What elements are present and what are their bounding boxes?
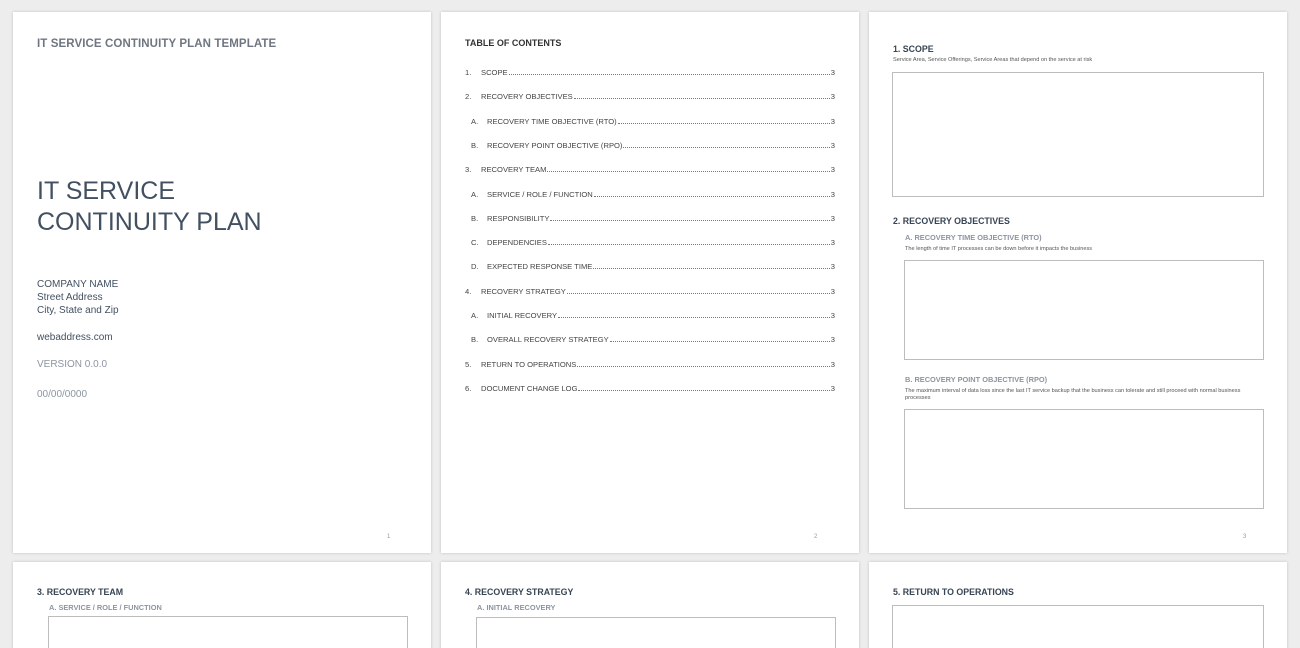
rto-description: The length of time IT processes can be down before it impacts the business xyxy=(905,246,1093,252)
toc-dot-leader xyxy=(574,98,830,99)
toc-entry-number: 4. xyxy=(465,286,472,296)
toc-entry-number: B. xyxy=(471,335,479,345)
toc-entry[interactable] xyxy=(465,189,835,199)
page-1-cover xyxy=(13,12,431,553)
toc-entry-page: 3 xyxy=(830,359,835,369)
page-5-recovery-strategy xyxy=(441,562,859,648)
company-name: COMPANY NAME xyxy=(37,279,119,290)
scope-heading: 1. SCOPE xyxy=(893,44,934,54)
toc-entry[interactable] xyxy=(465,164,835,174)
toc-entry-label: SCOPE xyxy=(481,68,508,77)
service-role-function-heading: A. SERVICE / ROLE / FUNCTION xyxy=(49,603,162,612)
document-title-line-1: IT SERVICE xyxy=(37,177,176,205)
toc-entry-number: A. xyxy=(471,116,479,126)
initial-recovery-heading: A. INITIAL RECOVERY xyxy=(477,603,556,612)
rpo-description: The maximum interval of data loss since the last IT service backup that the business can tolerate and still proceed with normal business processes xyxy=(905,388,1241,401)
toc-entry-label: RECOVERY TIME OBJECTIVE (RTO) xyxy=(487,116,617,126)
toc-entry[interactable] xyxy=(465,140,835,150)
toc-entry[interactable] xyxy=(465,116,835,126)
toc-entry-label: DEPENDENCIES xyxy=(487,238,547,248)
toc-entry[interactable] xyxy=(465,383,835,393)
street-address: Street Address xyxy=(37,292,103,303)
rpo-heading: B. RECOVERY POINT OBJECTIVE (RPO) xyxy=(905,375,1048,384)
toc-entry[interactable] xyxy=(465,286,835,296)
toc-heading: TABLE OF CONTENTS xyxy=(465,38,562,48)
rpo-input-box[interactable] xyxy=(904,409,1264,509)
toc-dot-leader xyxy=(593,268,829,269)
toc-entry-label: OVERALL RECOVERY STRATEGY xyxy=(487,335,609,345)
toc-entry-page: 3 xyxy=(830,311,835,320)
toc-entry-label: DOCUMENT CHANGE LOG xyxy=(481,383,578,393)
toc-entry-page: 3 xyxy=(830,140,835,150)
date-label: 00/00/0000 xyxy=(37,389,88,400)
toc-entry-number: 5. xyxy=(465,359,472,369)
toc-entry-page: 3 xyxy=(830,92,835,102)
toc-entry[interactable] xyxy=(465,310,835,320)
toc-dot-leader xyxy=(550,220,829,221)
document-title xyxy=(37,176,262,238)
toc-entry-number: A. xyxy=(471,311,479,320)
toc-entry-page: 3 xyxy=(830,68,835,77)
toc-entry-label: RECOVERY STRATEGY xyxy=(481,286,566,296)
document-title-line-2: CONTINUITY PLAN xyxy=(37,208,262,236)
toc-entry[interactable] xyxy=(465,237,835,247)
toc-entry-number: B. xyxy=(471,140,479,150)
version-label: VERSION 0.0.0 xyxy=(37,359,108,370)
toc-entry-page: 3 xyxy=(830,165,835,175)
scope-description: Service Area, Service Offerings, Service Areas that depend on the service at risk xyxy=(893,57,1093,63)
template-title: IT SERVICE CONTINUITY PLAN TEMPLATE xyxy=(37,38,277,50)
toc-entry[interactable] xyxy=(465,213,835,223)
toc-entry-page: 3 xyxy=(830,383,835,393)
toc-dot-leader xyxy=(618,123,830,124)
toc-entry[interactable] xyxy=(465,359,835,369)
toc-entry[interactable] xyxy=(465,261,835,271)
toc-dot-leader xyxy=(610,341,830,342)
toc-entry-page: 3 xyxy=(830,189,835,199)
page-2-toc xyxy=(441,12,859,553)
page-3-scope-objectives xyxy=(869,12,1287,553)
toc-dot-leader xyxy=(558,317,830,318)
rto-heading: A. RECOVERY TIME OBJECTIVE (RTO) xyxy=(905,233,1042,242)
page-6-return-to-operations xyxy=(869,562,1287,648)
service-role-function-box[interactable] xyxy=(48,616,408,648)
toc-entry-number: A. xyxy=(471,189,479,199)
toc-entry-label: RECOVERY POINT OBJECTIVE (RPO) xyxy=(487,140,623,150)
toc-entry-number: 1. xyxy=(465,68,472,77)
page-number: 2 xyxy=(814,534,818,540)
toc-entry-page: 3 xyxy=(830,262,835,272)
toc-entry-label: INITIAL RECOVERY xyxy=(487,311,558,320)
toc-entry[interactable] xyxy=(465,334,835,344)
toc-entry-label: RECOVERY OBJECTIVES xyxy=(481,92,573,102)
toc-entry-label: RETURN TO OPERATIONS xyxy=(481,359,577,369)
objectives-heading: 2. RECOVERY OBJECTIVES xyxy=(893,216,1010,226)
toc-entry-number: C. xyxy=(471,238,479,248)
toc-dot-leader xyxy=(578,390,829,391)
page-number: 3 xyxy=(1243,534,1247,540)
toc-entry-number: 3. xyxy=(465,165,472,175)
toc-entry-number: 2. xyxy=(465,92,472,102)
scope-input-box[interactable] xyxy=(892,72,1264,197)
toc-entry-page: 3 xyxy=(830,238,835,248)
toc-entry-page: 3 xyxy=(830,116,835,126)
toc-entry-number: D. xyxy=(471,262,479,272)
toc-dot-leader xyxy=(623,147,829,148)
toc-entry-page: 3 xyxy=(830,335,835,345)
toc-entry-page: 3 xyxy=(830,286,835,296)
initial-recovery-box[interactable] xyxy=(476,617,836,648)
toc-entry-page: 3 xyxy=(830,213,835,223)
toc-entry-label: RESPONSIBILITY xyxy=(487,213,550,223)
toc-entry-number: 6. xyxy=(465,383,472,393)
toc-entry-label: EXPECTED RESPONSE TIME xyxy=(487,262,593,272)
toc-entry-number: B. xyxy=(471,213,479,223)
rto-input-box[interactable] xyxy=(904,260,1264,360)
city-state-zip: City, State and Zip xyxy=(37,305,119,316)
toc-dot-leader xyxy=(577,366,829,367)
toc-entry-label: RECOVERY TEAM xyxy=(481,165,547,175)
toc-entry[interactable] xyxy=(465,67,835,77)
toc-dot-leader xyxy=(547,171,829,172)
page-4-recovery-team xyxy=(13,562,431,648)
toc-dot-leader xyxy=(567,293,830,294)
return-to-operations-box[interactable] xyxy=(892,605,1264,648)
return-to-operations-heading: 5. RETURN TO OPERATIONS xyxy=(893,587,1014,597)
toc-entry-label: SERVICE / ROLE / FUNCTION xyxy=(487,189,593,199)
recovery-strategy-heading: 4. RECOVERY STRATEGY xyxy=(465,587,574,597)
recovery-team-heading: 3. RECOVERY TEAM xyxy=(37,587,124,597)
toc-dot-leader xyxy=(594,196,830,197)
toc-dot-leader xyxy=(509,74,830,75)
web-address: webaddress.com xyxy=(37,332,113,343)
toc-dot-leader xyxy=(548,244,830,245)
toc-entry[interactable] xyxy=(465,91,835,101)
page-number: 1 xyxy=(387,534,391,540)
